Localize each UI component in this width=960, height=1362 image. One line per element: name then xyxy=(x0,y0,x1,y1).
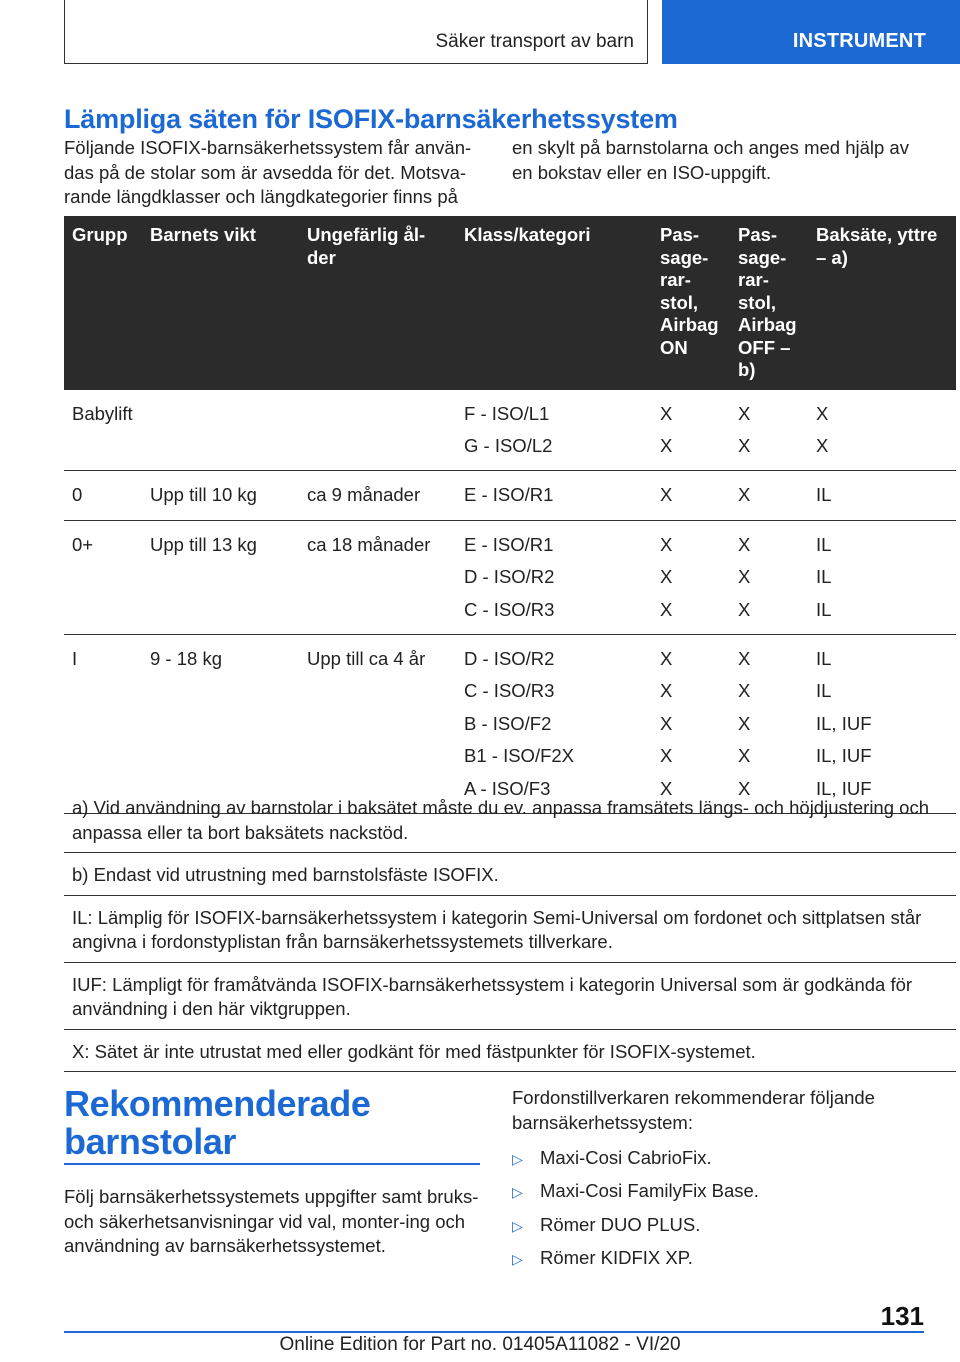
value-line: IL xyxy=(816,598,832,620)
cell-rear-seat xyxy=(808,471,956,520)
value-line: X xyxy=(660,647,673,669)
cell-weight: 9 - 18 kg xyxy=(142,634,299,813)
class-line: C - ISO/R3 xyxy=(464,598,555,620)
value-line: X xyxy=(738,745,751,767)
value-line: X xyxy=(738,712,751,734)
value-line: IL xyxy=(816,566,832,588)
class-line: B1 - ISO/F2X xyxy=(464,745,575,767)
triangle-bullet-icon: ▷ xyxy=(512,1151,523,1167)
value-line: IL xyxy=(816,484,832,506)
class-line: A - ISO/F3 xyxy=(464,777,551,799)
cell-airbag-off xyxy=(730,520,808,634)
value-line: IL xyxy=(816,647,832,669)
recommended-list xyxy=(512,1142,759,1276)
class-line: C - ISO/R3 xyxy=(464,680,555,702)
table-row xyxy=(64,390,956,471)
value-line: X xyxy=(738,777,751,799)
footnote-il: IL: Lämplig för ISOFIX-barnsäkerhetssystem i kategorin Semi-Universal om fordonet och sittplatsen står angivna i fordonstyplistan från barnsäkerhetssystemets tillverkare. xyxy=(64,896,956,963)
value-line: X xyxy=(660,533,673,555)
cell-airbag-on xyxy=(652,520,730,634)
cell-age: ca 18 månader xyxy=(299,520,456,634)
class-line: G - ISO/L2 xyxy=(464,434,553,456)
value-line: X xyxy=(660,712,673,734)
value-line: X xyxy=(660,777,673,799)
cell-airbag-off xyxy=(730,390,808,471)
value-line: X xyxy=(738,434,751,456)
value-line: IL xyxy=(816,680,832,702)
cell-group: I xyxy=(64,634,142,813)
triangle-bullet-icon: ▷ xyxy=(512,1184,523,1201)
value-line: X xyxy=(738,647,751,669)
class-line: E - ISO/R1 xyxy=(464,533,554,555)
list-item xyxy=(512,1209,759,1242)
value-line: X xyxy=(816,402,829,424)
chapter-tab-label: INSTRUMENT xyxy=(792,30,926,52)
cell-age: Upp till ca 4 år xyxy=(299,634,456,813)
list-item-label: Römer DUO PLUS. xyxy=(540,1213,701,1235)
section-title: Säker transport av barn xyxy=(435,31,634,52)
value-line: X xyxy=(738,484,751,506)
footnote-b: b) Endast vid utrustning med barnstolsfäste ISOFIX. xyxy=(64,853,956,896)
cell-age xyxy=(299,390,456,471)
value-line: IL, IUF xyxy=(816,777,872,799)
value-line: IL, IUF xyxy=(816,745,872,767)
value-line: X xyxy=(816,434,829,456)
value-line: X xyxy=(660,680,673,702)
value-line: X xyxy=(660,484,673,506)
list-item xyxy=(512,1142,759,1175)
recommended-lead: Fordonstillverkaren rekommenderar följande barnsäkerhetssystem: xyxy=(512,1087,875,1133)
list-item-label: Maxi-Cosi CabrioFix. xyxy=(540,1147,712,1168)
value-line: X xyxy=(660,745,673,767)
cell-weight: Upp till 13 kg xyxy=(142,520,299,634)
list-item-label: Maxi-Cosi FamilyFix Base. xyxy=(540,1180,759,1202)
col-header-group: Grupp xyxy=(64,216,142,390)
cell-rear-seat xyxy=(808,390,956,471)
value-line: X xyxy=(738,402,751,424)
edition-footer: Online Edition for Part no. 01405A11082 - VI/20 xyxy=(279,1334,681,1355)
col-header-age: Ungefärlig ål-der xyxy=(299,216,456,390)
value-line: X xyxy=(738,598,751,620)
cell-group: 0 xyxy=(64,471,142,520)
recommended-body: Följ barnsäkerhetssystemets uppgifter samt bruks- och säkerhetsanvisningar vid val, monter-ing och användning av barnsäkerhetssystemet. xyxy=(64,1186,479,1256)
col-header-rear-seat: Baksäte, yttre – a) xyxy=(808,216,956,390)
class-line: F - ISO/L1 xyxy=(464,402,550,424)
col-header-airbag-on: Pas-sage-rar-stol, Airbag ON xyxy=(652,216,730,390)
recommended-heading: Rekommenderade barnstolar xyxy=(64,1083,371,1162)
page-number: 131 xyxy=(880,1301,924,1331)
value-line: IL, IUF xyxy=(816,712,872,734)
class-line: D - ISO/R2 xyxy=(464,566,555,588)
footnote-iuf: IUF: Lämpligt för framåtvända ISOFIX-barnsäkerhetssystem i kategorin Universal som är godkända för användning i den här viktgruppen. xyxy=(64,963,956,1030)
value-line: X xyxy=(738,680,751,702)
class-line: B - ISO/F2 xyxy=(464,712,552,734)
value-line: X xyxy=(738,566,751,588)
chapter-tab[interactable] xyxy=(662,0,960,64)
cell-class xyxy=(456,471,652,520)
cell-weight: Upp till 10 kg xyxy=(142,471,299,520)
isofix-intro-left: Följande ISOFIX-barnsäkerhetssystem får använ-das på de stolar som är avsedda för det. Motsva-rande längdklasser och längdkategorier finns på xyxy=(64,137,472,207)
value-line: X xyxy=(660,434,673,456)
triangle-bullet-icon: ▷ xyxy=(512,1251,523,1268)
class-line: E - ISO/R1 xyxy=(464,484,554,506)
value-line: X xyxy=(738,533,751,555)
isofix-heading: Lämpliga säten för ISOFIX-barnsäkerhetssystem xyxy=(64,104,678,134)
list-item xyxy=(512,1175,759,1208)
isofix-intro-right: en skylt på barnstolarna och anges med hjälp av en bokstav eller en ISO-uppgift. xyxy=(512,137,909,183)
col-header-weight: Barnets vikt xyxy=(142,216,299,390)
cell-class xyxy=(456,390,652,471)
cell-group: 0+ xyxy=(64,520,142,634)
heading-divider xyxy=(64,1163,480,1165)
table-header-row xyxy=(64,216,956,390)
class-line: D - ISO/R2 xyxy=(464,647,555,669)
cell-class xyxy=(456,520,652,634)
table-row xyxy=(64,520,956,634)
value-line: X xyxy=(660,402,673,424)
footnote-x: X: Sätet är inte utrustat med eller godkänt för med fästpunkter för ISOFIX-systemet. xyxy=(64,1030,956,1073)
value-line: X xyxy=(660,566,673,588)
footer-divider xyxy=(64,1331,924,1333)
cell-age: ca 9 månader xyxy=(299,471,456,520)
list-item-label: Römer KIDFIX XP. xyxy=(540,1247,693,1269)
list-item xyxy=(512,1242,759,1275)
col-header-airbag-off: Pas-sage-rar-stol, Airbag OFF – b) xyxy=(730,216,808,390)
col-header-class: Klass/kategori xyxy=(456,216,652,390)
cell-airbag-off xyxy=(730,471,808,520)
cell-airbag-on xyxy=(652,390,730,471)
cell-group: Babylift xyxy=(64,390,142,471)
cell-weight xyxy=(142,390,299,471)
table-footnotes xyxy=(64,786,956,1072)
value-line: X xyxy=(660,598,673,620)
cell-airbag-on xyxy=(652,471,730,520)
cell-rear-seat xyxy=(808,520,956,634)
triangle-bullet-icon: ▷ xyxy=(512,1217,523,1234)
table-row xyxy=(64,471,956,520)
value-line: IL xyxy=(816,533,832,555)
isofix-table xyxy=(64,216,956,814)
footnote-a: a) Vid användning av barnstolar i baksätet måste du ev. anpassa framsätets längs- och höjdjustering och anpassa eller ta bort baksätets nackstöd. xyxy=(64,786,956,853)
